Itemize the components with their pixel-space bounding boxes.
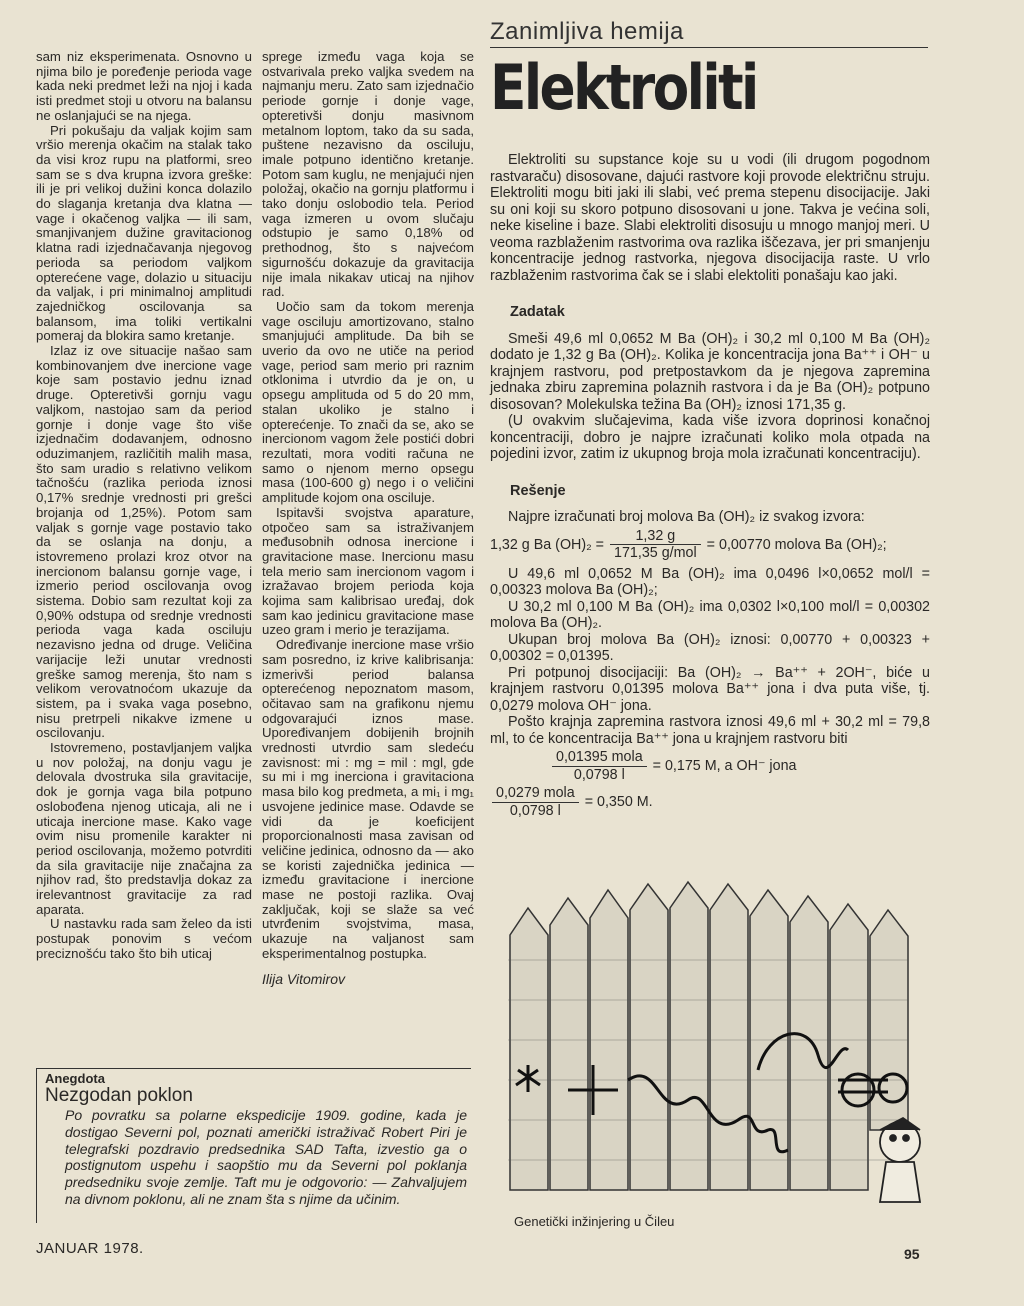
paragraph: sprege između vaga koja se ostvarivala preko valjka svedem na najmanju meru. Zato sam izjednačio periode gornje i donje vage, opteretivši donju masivnom metalnom loptom, tako da su sada, puštene nezavisno da osciluju, imale potpuno identično kretanje. Potom sam kuglu, ne menjajući njen položaj, okačio na gornju platformu i tako donju oslobodio tela. Period vaga izmeren u ovom slučaju odstupio je samo 0,18% od prethodnog, što s najvećom sigurnošću dokazuje da gravitacija nije imala nikakav uticaj na njihov rad. [262, 49, 474, 300]
task-note: (U ovakvim slučajevima, kada više izvora doprinosi konačnoj koncentraciji, dobro je najpre izračunati koliko mola otpada na pojedini izvor, zatim iz ukupnog broja mola izračunati koncentraciju). [490, 413, 930, 462]
paragraph: U nastavku rada sam želeo da isti postupak ponovim s većom preciznošću tako što bih uticaj [36, 916, 252, 961]
illustration-caption: Genetički inžinjering u Čileu [514, 1214, 675, 1229]
fraction-numerator: 0,01395 mola [552, 749, 647, 767]
anecdote-label: Anegdota [45, 1071, 105, 1086]
equation-oh-concentration [490, 785, 930, 819]
paragraph: Izlaz iz ove situacije našao sam kombinovanjem dve inercione vage koje sam postavio jednu iznad druge. Opteretivši gornju vagu valjkom, nastojao sam da period gornje i donje vage što više izjednačim dodavanjem, odnosno oduzimanjem, različitih malih masa, što sam uradio s relativno velikom tačnošću (razlika perioda iznosi 0,17% srednje vrednosti pri grešci brojanja od 1,25%). Potom sam valjak s gornje vage postavio tako da se oslanja na donju, a istovremeno prolazi kroz otvor na inercionom balansu gornje vage, i izmerio period oscilovanja ovog sistema. Dobio sam rezultat koji za 0,90% odstupa od srednje vrednosti perioda vaga kada osciluju nezavisno jedna od druge. Veličina varijacije leži unutar vrednosti greške samog merenja, što nam s velikom verovatnoćom ukazuje da sistem, pa i svaka vaga posebno, nisu pretrpeli nikakve izmene u oscilovanju. [36, 343, 252, 741]
paragraph: Ispitavši svojstva aparature, otpočeo sam sa istraživanjem međusobnih odnosa inercione i gravitacione mase. Inercionu masu tela merio sam inercionom vagom i izražavao brojem perioda koja kojima sam kalibrisao uređaj, dok sam kao jedinicu gravitacione mase uzeo gram i merio je terazijama. [262, 504, 474, 638]
fence-drawing [508, 880, 928, 1210]
solution-heading: Rešenje [510, 482, 566, 499]
section-rule [490, 47, 928, 48]
anecdote-box [36, 1068, 471, 1223]
author-signature: Ilija Vitomirov [262, 970, 345, 987]
paragraph: Uočio sam da tokom merenja vage osciluju amortizovano, stalno smanjujući amplitude. Da bih se uverio da ovo ne utiče na period vage, period sam merio pri raznim otklonima i utvrdio da je on, u opsegu amplituda od 5 do 20 mm, stalan ukoliko je stalno i opterećenje. To znači da se, ako se inercionom vagom žele postići dobri rezultati, mora voditi računa ne samo o njenom merno opsegu masa (100-600 g) nego i o veličini amplitude kojom ona osciluje. [262, 298, 474, 506]
fraction [492, 785, 579, 819]
solution-step: U 30,2 ml 0,100 M Ba (OH)₂ ima 0,0302 l×0,100 mol/l = 0,00302 molova Ba (OH)₂. [490, 598, 930, 631]
equation-moles [490, 528, 930, 562]
article-title: Elektroliti [490, 51, 757, 124]
fraction-denominator: 171,35 g/mol [614, 545, 697, 561]
section-kicker: Zanimljiva hemija [490, 18, 684, 45]
fence-cartoon-illustration [508, 880, 928, 1210]
equation-result: = 0,350 M. [584, 793, 653, 810]
equation-result: = 0,00770 molova Ba (OH)₂; [706, 536, 887, 553]
column-right [490, 152, 930, 819]
column-middle [262, 50, 474, 986]
solution-step: Najpre izračunati broj molova Ba (OH)₂ iz svakog izvora: [508, 509, 865, 525]
fraction-denominator: 0,0798 l [573, 766, 625, 783]
page-number: 95 [904, 1246, 920, 1262]
paragraph: sam niz eksperimenata. Osnovno u njima bilo je poređenje perioda vage kada neki predmet leži na njoj i kada isti predmet stoji u otvoru na balansu ne oslanjajući se na njega. [36, 49, 252, 123]
issue-date: JANUAR 1978. [36, 1240, 144, 1257]
solution-step: U 49,6 ml 0,0652 M Ba (OH)₂ ima 0,0496 l×0,0652 mol/l = 0,00323 molova Ba (OH)₂; [490, 565, 930, 598]
fraction-numerator: 0,0279 mola [492, 785, 579, 803]
paragraph: Istovremeno, postavljanjem valjka u nov položaj, na donju vagu je delovala dvostruka sila gravitacije, dok je gornja vaga bila potpuno oslobođena njenog uticaja, ali ne i uticaja inercione mase. Kako vage ovim nisu promenile karakter ni period oscilovanja, možemo potvrditi da sila gravitacije nije značajna za njihov rad, što predstavlja dokaz za irelevantnost gravitacije za rad aparata. [36, 740, 252, 917]
fraction-denominator: 0,0798 l [509, 802, 561, 819]
task-heading: Zadatak [510, 304, 565, 320]
task-text: Smeši 49,6 ml 0,0652 M Ba (OH)₂ i 30,2 ml 0,100 M Ba (OH)₂ dodato je 1,32 g Ba (OH)₂. Kolika je koncentracija jona Ba⁺⁺ i OH⁻ u krajnjem rastvoru, pod pretpostavkom da je njegova zapremina jednaka zbiru zapremina polaznih rastvora i da je Ba (OH)₂ potpuno disosovan? Molekulska težina Ba (OH)₂ iznosi 171,35 g. [490, 330, 930, 413]
fraction [552, 749, 647, 783]
equation-result: = 0,175 M, a OH⁻ jona [652, 757, 797, 774]
solution-step: Ukupan broj molova Ba (OH)₂ iznosi: 0,00770 + 0,00323 + 0,00302 = 0,01395. [490, 631, 930, 664]
paragraph: Određivanje inercione mase vršio sam posredno, iz krive kalibrisanja: izmerivši period balansa opterećenog nepoznatom masom, očitavao sam na grafikonu njemu odgovarajući iznos mase. Upoređivanjem dobijenih brojnih vrednosti utvrdio sam sledeću zavisnost: mi : mg = mil : mgl, gde su mi i mg inerciona i gravitaciona masa bilo kog predmeta, a mi₁ i mg₁ usvojene jedinice mase. Odavde se vidi da je koeficijent proporcionalnosti masa zavisan od veličine jedinica, odnosno da — ako se koristi zajednička jedinica — između gravitacione i inercione mase ne postoji razlika. Ovaj zaključak, koji se slaže sa već utvrđenim svojstvima, masa, ukazuje na valjanost sam eksperimentalnog postupka. [262, 637, 474, 961]
fraction-numerator: 1,32 g [610, 528, 701, 546]
solution-step: Pošto krajnja zapremina rastvora iznosi 49,6 ml + 30,2 ml = 79,8 ml, to će koncentracija Ba⁺⁺ jona u krajnjem rastvoru biti [490, 714, 930, 747]
equation-ba-concentration [550, 749, 930, 783]
intro-paragraph: Elektroliti su supstance koje su u vodi (ili drugom pogodnom rastvaraču) disosovane, dajući rastvore koji provode električnu struju. Elektroliti mogu biti jaki ili slabi, već prema stepenu disocijacije. Jaki su oni koji su skoro potpuno disosovani u jone. Takva je većina soli, neke kiseline i baze. Slabi elektroliti disosuju u mnogo manjoj meri. U veoma razblaženim rastvorima ova razlika iščezava, jer pri smanjenju koncentracije jednog rastvorka, njegova disocijacija raste. U vrlo razblaženim rastvorima čak se i slabi elektoliti ponašaju kao jaki. [490, 152, 930, 284]
paragraph: Pri pokušaju da valjak kojim sam vršio merenja okačim na stalak tako da visi kroz rupu na platformi, sreo sam se s dva krupna izvora greške: ili je pri velikoj dužini konca dolazilo do slaganja kretanja dva klatna — vage i okačenog valjka — ili sam, smanjivanjem dužine gravitacionog klatna radi izjednačavanja njegovog perioda sa periodom valjkom opterećene vage, dolazio u situaciju da valjak, i pri minimalnoj amplitudi zajedničkog oscilovanja sa balansom, ima toliki vertikalni pomeraj da blokira samo kretanje. [36, 122, 252, 344]
fraction [610, 528, 701, 562]
column-left [36, 50, 252, 962]
anecdote-title: Nezgodan poklon [45, 1085, 193, 1106]
solution-step: Pri potpunoj disocijaciji: Ba (OH)₂ → Ba⁺⁺ + 2OH⁻, biće u krajnjem rastvoru 0,01395 molova Ba⁺⁺ jona i dva puta više, tj. 0,0279 molova OH⁻ jona. [490, 664, 930, 714]
equation-lead: 1,32 g Ba (OH)₂ = [490, 536, 605, 553]
anecdote-text: Po povratku sa polarne ekspedicije 1909. godine, kada je dostigao Severni pol, poznati američki istraživač Robert Piri je telegrafski pozdravio predsednika SAD Tafta, izvestio ga o postignutom uspehu i saopštio mu da Severni pol poklanja predsedniku svoje zemlje. Taft mu je odgovorio: — Zahvaljujem na divnom poklonu, ali ne znam šta s njime da učinim. [65, 1107, 467, 1207]
